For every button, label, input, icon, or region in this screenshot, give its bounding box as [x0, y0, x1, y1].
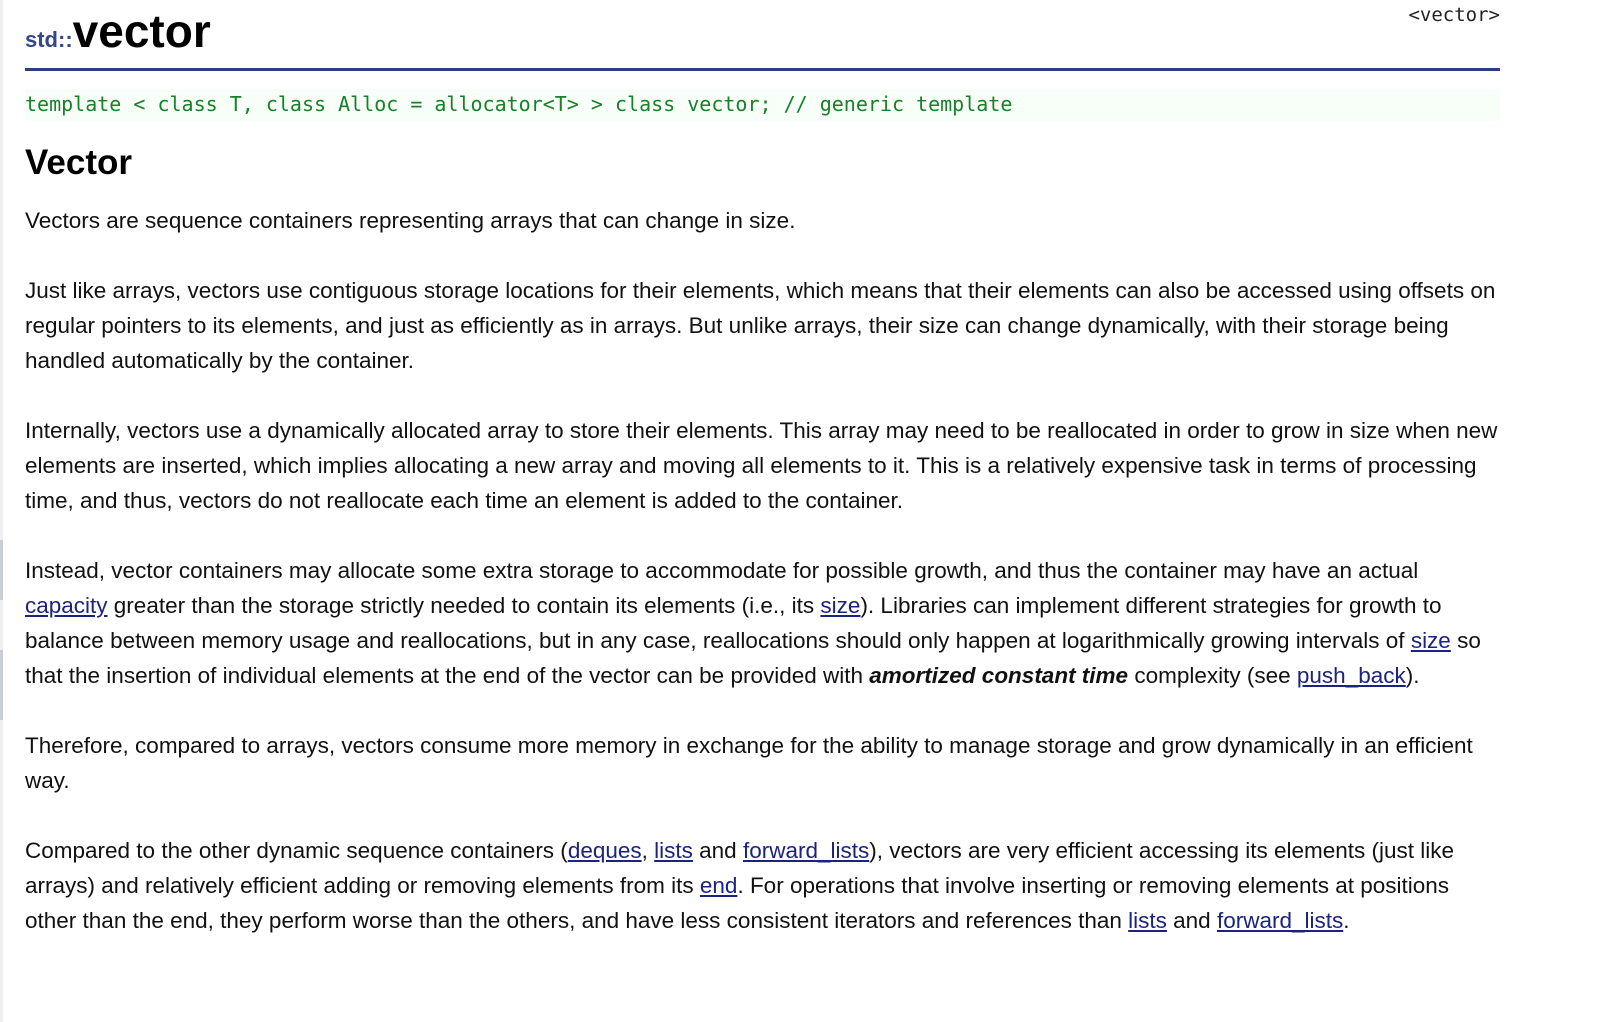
text-run: ), vectors are very efficient accessing its elements (just like arrays) and relatively efficient adding or removing elements from its — [25, 838, 1455, 898]
class-name: vector — [72, 5, 211, 57]
paragraph-2: Just like arrays, vectors use contiguous storage locations for their elements, which means that their elements can also be accessed using offsets on regular pointers to its elements, and just as efficiently as in arrays. But unlike arrays, their size can change dynamically, with their storage being handled automatically by the container. — [25, 278, 1496, 373]
link-size[interactable]: size — [1410, 628, 1451, 653]
text-run: and — [692, 838, 743, 863]
link-end[interactable]: end — [699, 873, 738, 898]
text-run: , — [641, 838, 655, 863]
text-run: complexity (see — [1128, 663, 1297, 688]
header-file-label: <vector> — [1408, 4, 1500, 26]
text-run: Compared to the other dynamic sequence containers ( — [25, 838, 568, 863]
emphasis-amortized-constant-time: amortized constant time — [869, 663, 1129, 688]
text-run: so that the insertion of individual elements at the end of the vector can be provided with — [25, 628, 1481, 688]
link-size[interactable]: size — [820, 593, 861, 618]
link-lists[interactable]: lists — [1128, 908, 1167, 933]
paragraph-6 — [25, 833, 1500, 938]
edge-marker — [0, 540, 3, 600]
section-title: Vector — [25, 143, 132, 182]
description-body — [25, 203, 1500, 938]
paragraph-4 — [25, 553, 1500, 693]
text-run: . — [1343, 908, 1350, 933]
template-prototype: template < class T, class Alloc = allocator<T> > class vector; // generic template — [25, 89, 1500, 121]
link-push-back[interactable]: push_back — [1296, 663, 1406, 688]
link-lists[interactable]: lists — [654, 838, 693, 863]
reference-page — [25, 0, 1500, 973]
text-run: . For operations that involve inserting or removing elements at positions other than the end, they perform worse than the others, and have less consistent iterators and references than — [25, 873, 1450, 933]
namespace-prefix: std:: — [25, 27, 73, 52]
link-deques[interactable]: deques — [567, 838, 642, 863]
link-forward-lists[interactable]: forward_lists — [742, 838, 870, 863]
window-left-edge — [0, 0, 3, 1022]
link-forward-lists[interactable]: forward_lists — [1216, 908, 1344, 933]
text-run: ). Libraries can implement different strategies for growth to balance between memory usage and reallocations, but in any case, reallocations should only happen at logarithmically growing intervals of — [25, 593, 1442, 653]
text-run: greater than the storage strictly needed to contain its elements (i.e., its — [107, 593, 821, 618]
edge-marker — [0, 650, 3, 720]
paragraph-1: Vectors are sequence containers representing arrays that can change in size. — [25, 208, 796, 233]
link-capacity[interactable]: capacity — [25, 593, 108, 618]
paragraph-3: Internally, vectors use a dynamically allocated array to store their elements. This array may need to be reallocated in order to grow in size when new elements are inserted, which implies allocating a new array and moving all elements to it. This is a relatively expensive task in terms of processing time, and thus, vectors do not reallocate each time an element is added to the container. — [25, 418, 1498, 513]
text-run: and — [1166, 908, 1217, 933]
page-header — [25, 0, 1500, 71]
paragraph-5: Therefore, compared to arrays, vectors consume more memory in exchange for the ability to manage storage and grow dynamically in an efficient way. — [25, 733, 1473, 793]
text-run: ). — [1405, 663, 1420, 688]
text-run: Instead, vector containers may allocate some extra storage to accommodate for possible growth, and thus the container may have an actual — [25, 558, 1419, 583]
page-title — [25, 4, 211, 58]
